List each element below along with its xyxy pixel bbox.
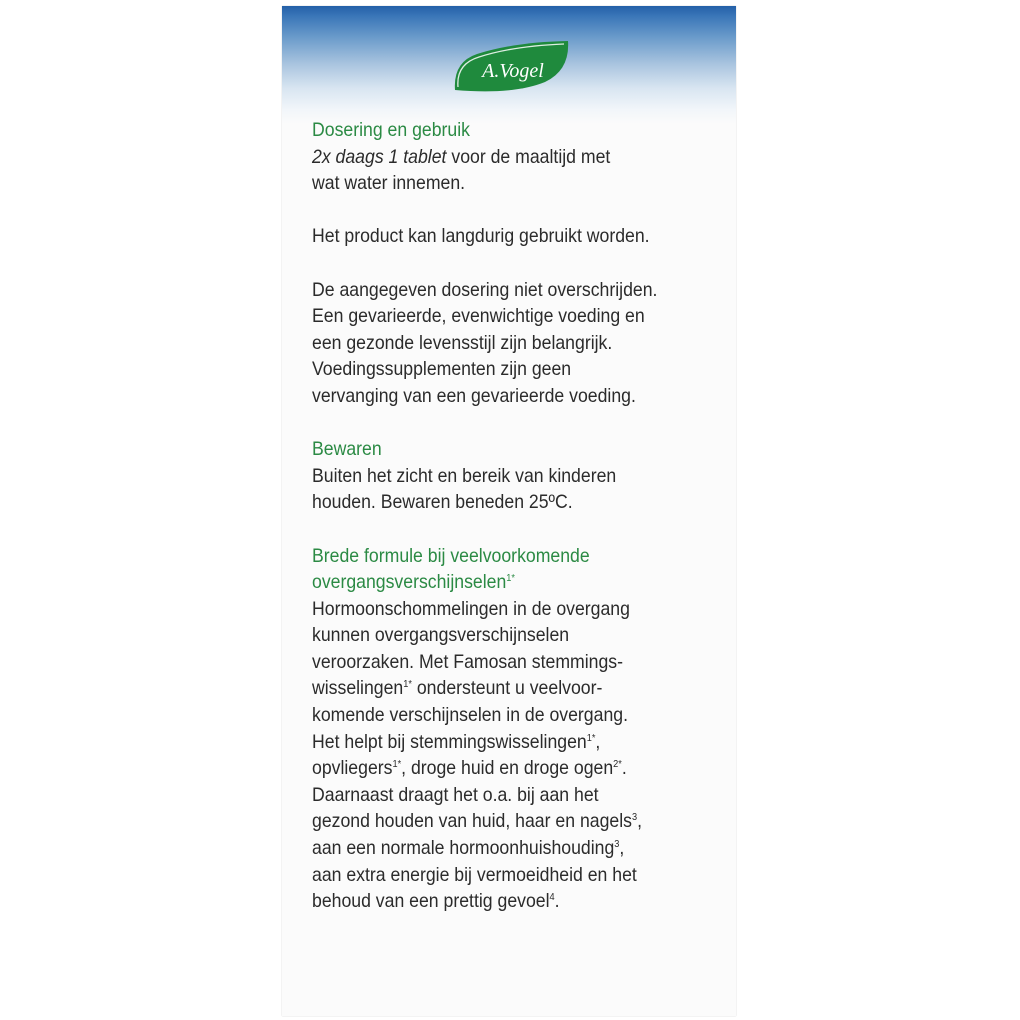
body-text: opvliegers — [312, 758, 393, 780]
formula-heading-line-1: Brede formule bij veelvoorkomende — [312, 545, 590, 567]
body-text: . — [621, 758, 627, 780]
storage-heading: Bewaren — [312, 439, 382, 461]
body-text: wisselingen — [312, 678, 404, 700]
leaflet-text — [312, 118, 689, 916]
body-line — [312, 756, 689, 783]
body-text: gezond houden van huid, haar en nagels — [312, 811, 632, 833]
warning-line: Een gevarieerde, evenwichtige voeding en — [312, 306, 645, 328]
storage-line: houden. Bewaren beneden 25ºC. — [312, 492, 573, 514]
body-text: , — [619, 838, 625, 860]
avogel-logo — [451, 40, 571, 96]
body-line: aan extra energie bij vermoeidheid en het — [312, 864, 637, 886]
body-text: behoud van een prettig gevoel — [312, 891, 550, 913]
formula-heading-line-2 — [312, 570, 689, 597]
warning-line: een gezonde levensstijl zijn belangrijk. — [312, 332, 613, 354]
body-line — [312, 889, 689, 916]
storage-line: Buiten het zicht en bereik van kinderen — [312, 465, 617, 487]
body-line — [312, 676, 689, 703]
footnote-mark: 3 — [631, 812, 638, 824]
package-panel — [282, 6, 736, 1016]
dosage-line-1 — [312, 145, 689, 172]
body-line — [312, 809, 689, 836]
footnote-mark: 1* — [392, 759, 402, 771]
body-line: veroorzaken. Met Famosan stemmings- — [312, 651, 623, 673]
body-line — [312, 730, 689, 757]
body-text: , — [637, 811, 643, 833]
body-text: ondersteunt u veelvoor- — [411, 678, 603, 700]
body-line — [312, 836, 689, 863]
dosage-amount: 2x daags 1 tablet — [312, 146, 447, 168]
body-text: aan een normale hormoonhuishouding — [312, 838, 615, 860]
body-line: Daarnaast draagt het o.a. bij aan het — [312, 784, 599, 806]
body-text: Het helpt bij stemmingswisselingen — [312, 731, 587, 753]
logo-wordmark: A.Vogel — [482, 60, 544, 82]
body-text: , droge huid en droge ogen — [401, 758, 614, 780]
footnote-mark: 1* — [586, 732, 596, 744]
warning-line: De aangegeven dosering niet overschrijden. — [312, 279, 658, 301]
formula-heading-text: overgangsverschijnselen — [312, 572, 507, 594]
long-use-text: Het product kan langdurig gebruikt worden. — [312, 226, 650, 248]
warning-line: vervanging van een gevarieerde voeding. — [312, 385, 636, 407]
body-line: Hormoonschommelingen in de overgang — [312, 598, 630, 620]
footnote-mark: 3 — [614, 839, 620, 851]
footnote-mark: 4 — [549, 892, 555, 904]
dosage-line-2: wat water innemen. — [312, 173, 466, 195]
warning-line: Voedingssupplementen zijn geen — [312, 359, 572, 381]
dosage-line-1-rest: voor de maaltijd met — [446, 146, 611, 168]
body-text: . — [554, 891, 560, 913]
body-text: , — [595, 731, 601, 753]
body-line: komende verschijnselen in de overgang. — [312, 705, 628, 727]
dosage-heading: Dosering en gebruik — [312, 120, 470, 141]
footnote-mark: 1* — [403, 679, 412, 691]
body-line: kunnen overgangsverschijnselen — [312, 625, 570, 647]
footnote-mark: 2* — [613, 759, 622, 771]
footnote-mark: 1* — [506, 573, 515, 585]
